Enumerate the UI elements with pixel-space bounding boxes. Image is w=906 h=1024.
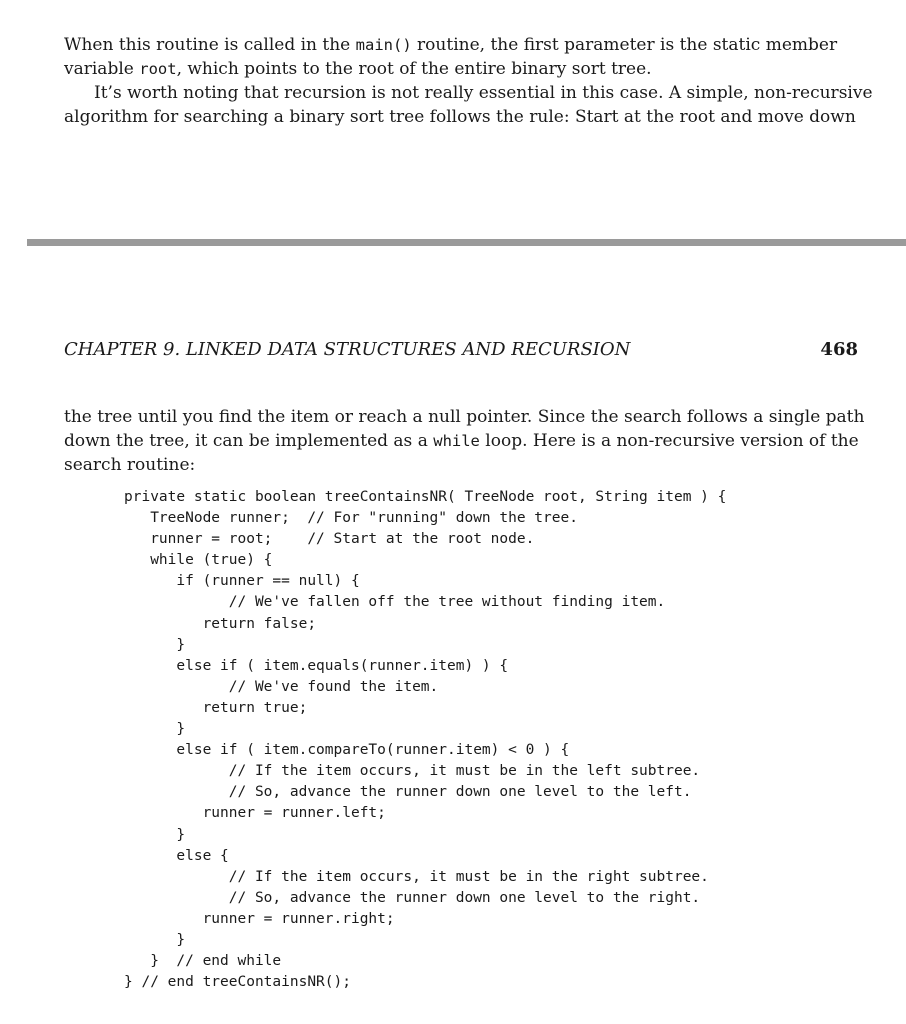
code-listing [124,487,726,993]
code-line: } [124,931,186,948]
code-line: while (true) { [124,552,273,569]
code-line: } // end while [124,953,282,970]
text-run: It’s worth noting that recursion is not really essential in this case. A simple, non-recursive [94,83,873,103]
page-number: 468 [820,339,858,360]
running-header [64,339,858,365]
code-line: // We've fallen off the tree without finding item. [124,594,666,611]
code-line: return true; [124,699,308,716]
text-line [64,57,858,81]
text-line [64,405,865,429]
code-line: runner = runner.left; [124,805,386,822]
code-line: private static boolean treeContainsNR( TreeNode root, String item ) { [124,489,727,505]
code-line: } [124,721,186,738]
code-line: // We've found the item. [124,678,439,695]
code-line: return false; [124,615,317,632]
text-run: the tree until you find the item or reach a null pointer. Since the search follows a single path [64,407,865,427]
code-line: // So, advance the runner down one level to the left. [124,784,692,801]
code-line: // If the item occurs, it must be in the left subtree. [124,763,701,780]
top-paragraph-2 [64,81,873,129]
chapter-title: CHAPTER 9. LINKED DATA STRUCTURES AND RECURSION [64,339,631,360]
text-run: loop. Here is a non-recursive version of the [479,431,859,451]
code-line: TreeNode runner; // For "running" down the tree. [124,510,578,527]
text-run: routine, the first parameter is the static member [411,35,838,55]
code-line: runner = root; // Start at the root node. [124,531,535,548]
text-run: , which points to the root of the entire binary sort tree. [176,59,652,79]
text-run: down the tree, it can be implemented as a [64,431,434,451]
inline-code: main() [355,36,412,54]
code-line: } [124,636,186,653]
text-run: When this routine is called in the [64,35,356,55]
code-line: // So, advance the runner down one level to the right. [124,889,701,906]
text-line [64,81,873,105]
text-run: variable [64,59,140,79]
top-paragraph-1 [64,33,858,81]
body-paragraph [64,405,865,477]
text-run: search routine: [64,455,196,475]
code-line: if (runner == null) { [124,573,360,590]
text-line [64,429,858,453]
inline-code: root [139,60,177,78]
text-line [64,453,858,477]
code-line: } // end treeContainsNR(); [124,974,351,991]
code-line: runner = runner.right; [124,910,395,927]
text-line [64,105,858,129]
code-line: else { [124,847,229,864]
code-line: } [124,826,186,843]
text-line [64,33,858,57]
code-line: else if ( item.equals(runner.item) ) { [124,657,509,674]
text-run: algorithm for searching a binary sort tree follows the rule: Start at the root and move down [64,107,856,127]
page-break-divider [27,239,906,246]
inline-code: while [433,432,480,450]
code-line: else if ( item.compareTo(runner.item) < 0 ) { [124,742,570,759]
code-line: // If the item occurs, it must be in the right subtree. [124,868,709,885]
